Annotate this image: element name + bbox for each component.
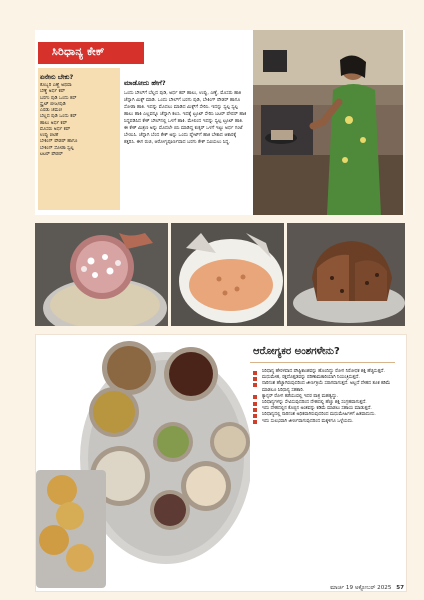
cook-photo	[253, 30, 403, 215]
ingredient-item: ಹಾಲು ಅರ್ಧ ಕಪ್	[40, 120, 68, 126]
millet-plate-photo	[36, 340, 250, 588]
health-point: ಇದು ಸುಲಭವಾಗಿ ಜೀರ್ಣವಾಗುವುದರಿಂದ ಮಕ್ಕಳಿಗೂ ಒಳ್ಳೆಯದು.	[252, 419, 392, 425]
article-title: ಸಿರಿಧಾನ್ಯ ಕೇಕ್	[52, 45, 105, 58]
health-title: ಆರೋಗ್ಯಕರ ಅಂಶಗಳೇನು?	[253, 346, 340, 357]
method-title: ಮಾಡೋದು ಹೇಗೆ?	[124, 79, 166, 87]
ingredient-item: ಬೇಕಿಂಗ್ ಸೋಡಾ ಸ್ವಲ್ಪ	[40, 145, 74, 151]
ingredient-item: ಉಪ್ಪು ಚಿಟಿಕೆ	[40, 133, 59, 138]
ingredient-item: ಟಟರ್ ಪೌಡರ್	[40, 151, 63, 157]
ingredients-list	[40, 83, 116, 158]
tray-illustration	[171, 223, 284, 326]
mixing-photo	[35, 223, 168, 326]
ingredient-item: ಕೊಬ್ಬರಿ ಎಣ್ಣೆ ಅಥವಾ	[40, 83, 72, 88]
tray-photo	[171, 223, 284, 326]
health-point: ಕ್ಯಾನ್ಸರ್ ರೋಗ ತಡೆಯುವಲ್ಲಿ ಇದರ ಪಾತ್ರ ಮಹತ್ವದ್ದು.	[252, 394, 392, 400]
title-divider	[250, 362, 395, 363]
health-point: ಸಿರಿಧಾನ್ಯಗಳನ್ನು ಸೇವಿಸುವುದರಿಂದ ದೇಹದಲ್ಲಿ ಹೆಚ್ಚು ಶಕ್ತಿ ಸಂಗ್ರಹವಾಗುತ್ತದೆ.	[252, 400, 392, 406]
cake-illustration	[287, 223, 405, 326]
ingredients-title: ಏನೇನು ಬೇಕು?	[40, 73, 74, 81]
health-point: ಇದು ದೇಹದಲ್ಲಿನ ಕೊಬ್ಬಿನ ಅಂಶವನ್ನು ಕಡಿಮೆ ಮಾಡಲು ಸಹಾಯ ಮಾಡುತ್ತದೆ.	[252, 406, 392, 412]
cook-illustration	[253, 30, 403, 215]
ingredient-item: ಬೇಕಿಂಗ್ ಪೌಡರ್ ಹಾಗೂ	[40, 139, 78, 145]
health-point: ಸಿರಿಧಾನ್ಯ ಹೇರಳವಾದ ಪೌಷ್ಟಿಕಾಂಶವನ್ನು ಹೊಂದಿದ್ದು ರೋಗ ನಿರೋಧಕ ಶಕ್ತಿ ಹೆಚ್ಚಿಸುತ್ತದೆ.	[252, 369, 392, 375]
health-point: ಮಧುಮೇಹ, ರಕ್ತದೊತ್ತಡವನ್ನು ಪರಿಣಾಮಕಾರಿಯಾಗಿ ನಿಯಂತ್ರಿಸುತ್ತದೆ.	[252, 375, 392, 381]
ingredient-item: ಮೊಸರು ಅರ್ಧ ಕಪ್	[40, 126, 71, 132]
health-point: ನಾರಿನಂಶ ಹೆಚ್ಚಾಗಿರುವುದರಿಂದ ಜೀರ್ಣಕ್ರಿಯೆ ಸರಾಗವಾಗುತ್ತದೆ. ಅಲ್ಲದೆ ದೇಹದ ತೂಕ ಕಡಿಮೆ ಮಾಡಲೂ ಸಿರಿಧಾನ್ಯ ಸಹಕಾರಿ.	[252, 381, 392, 393]
ingredient-item: ಬೆಣ್ಣೆ ಅರ್ಧ ಕಪ್	[40, 89, 66, 95]
health-points	[252, 369, 392, 425]
ingredient-item: ಸ್ಟ್ರೈಟ್ ಬೀಜ/ಪುಡಿ	[40, 101, 66, 107]
health-point: ಸಿರಿಧಾನ್ಯದಲ್ಲಿ ನಾರಿನಂಶ ಅಧಿಕವಾಗಿರುವುದರಿಂದ ಮಧುಮೇಹಿಗಳಿಗೆ ಹಿತವಾದುದು.	[252, 412, 392, 418]
method-text: ಒಂದು ಬೌಲ್‌ಗೆ ಬೆಲ್ಲದ ಪುಡಿ, ಅರ್ಧ ಕಪ್ ಹಾಲು, ಉಪ್ಪು, ಎಣ್ಣೆ, ಮೊಸರು ಹಾಕಿ ಚೆನ್ನಾಗಿ ಮಿಕ್ಸ್ ಮಾಡಿ. ಒಂದು ಬೌಲ್‌ಗೆ ಬರಗು ಪುಡಿ, ಬೇಕಿಂಗ್ ಪೌಡರ್ ಹಾಗೂ ಸೋಡಾ ಹಾಕಿ. ಇದನ್ನು ಮೊದಲು ಮಾಡಿದ ಮಿಕ್ಸ್‌ಗೆ ಸೇರಿಸಿ. ಇದನ್ನು ಸ್ವಲ್ಪ ಸ್ವಲ್ಪ ಹಾಲು ಹಾಕಿ ಎಲ್ಲವನ್ನೂ ಚೆನ್ನಾಗಿ ಕಲಸಿ. ಇದಕ್ಕೆ ಟ್ರೂಟ್ ಸೇರಿಸಿ ಬಟರ್ ಪೇಪರ್ ಹಾಕಿ ಸಿದ್ಧಪಡಿಸಿದ ಕೇಕ್ ಬೌಲ್‌ನಲ್ಲಿ ಒಳಗೆ ಹಾಕಿ. ಮೇಲಿಂದ ಇದನ್ನು ಸ್ವಲ್ಪ ಟ್ರೂಟ್ ಹಾಕಿ. ಈ ಕೇಕ್ ಮಿಶ್ರಣ ಅನ್ನು ಮೊದಲೇ ಬಿಸಿ ಮಾಡಿದ್ದ ಕುಕ್ಕರ್ ಒಳಗೆ ಇಟ್ಟು ಅರ್ಧ ಗಂಟೆ ಬೇಯಿಸಿ. ಚೆನ್ನಾಗಿ ಬೆಂದ ಕೇಕ್ ಅನ್ನು ಒಂದು ಪ್ಲೇಟ್‌ಗೆ ಹಾಕಿ ಬೇಕಾದ ಆಕಾರಕ್ಕೆ ಕತ್ತರಿಸಿ. ಈಗ ರುಚಿ, ಆರೋಗ್ಯಪೂರ್ಣವಾದ ಬರಗು ಕೇಕ್ ಸವಿಯಲು ಸಿದ್ಧ.	[124, 91, 247, 145]
ingredient-item: ಎರಡು ಚಮಚ	[40, 108, 62, 113]
millet-plate-illustration	[36, 340, 250, 588]
page-footer	[330, 585, 404, 592]
issue-date: ಮಾರ್ಚ 19 ಅಕ್ಟೋಬರ್ 2025	[330, 585, 392, 591]
mixing-illustration	[35, 223, 168, 326]
page-number: 57	[396, 585, 404, 591]
ingredient-item: ಬರಗು ಪುಡಿ ಒಂದು ಕಪ್	[40, 95, 77, 101]
ingredient-item: ಬೆಲ್ಲದ ಪುಡಿ ಒಂದು ಕಪ್	[40, 114, 77, 120]
cake-photo	[287, 223, 405, 326]
